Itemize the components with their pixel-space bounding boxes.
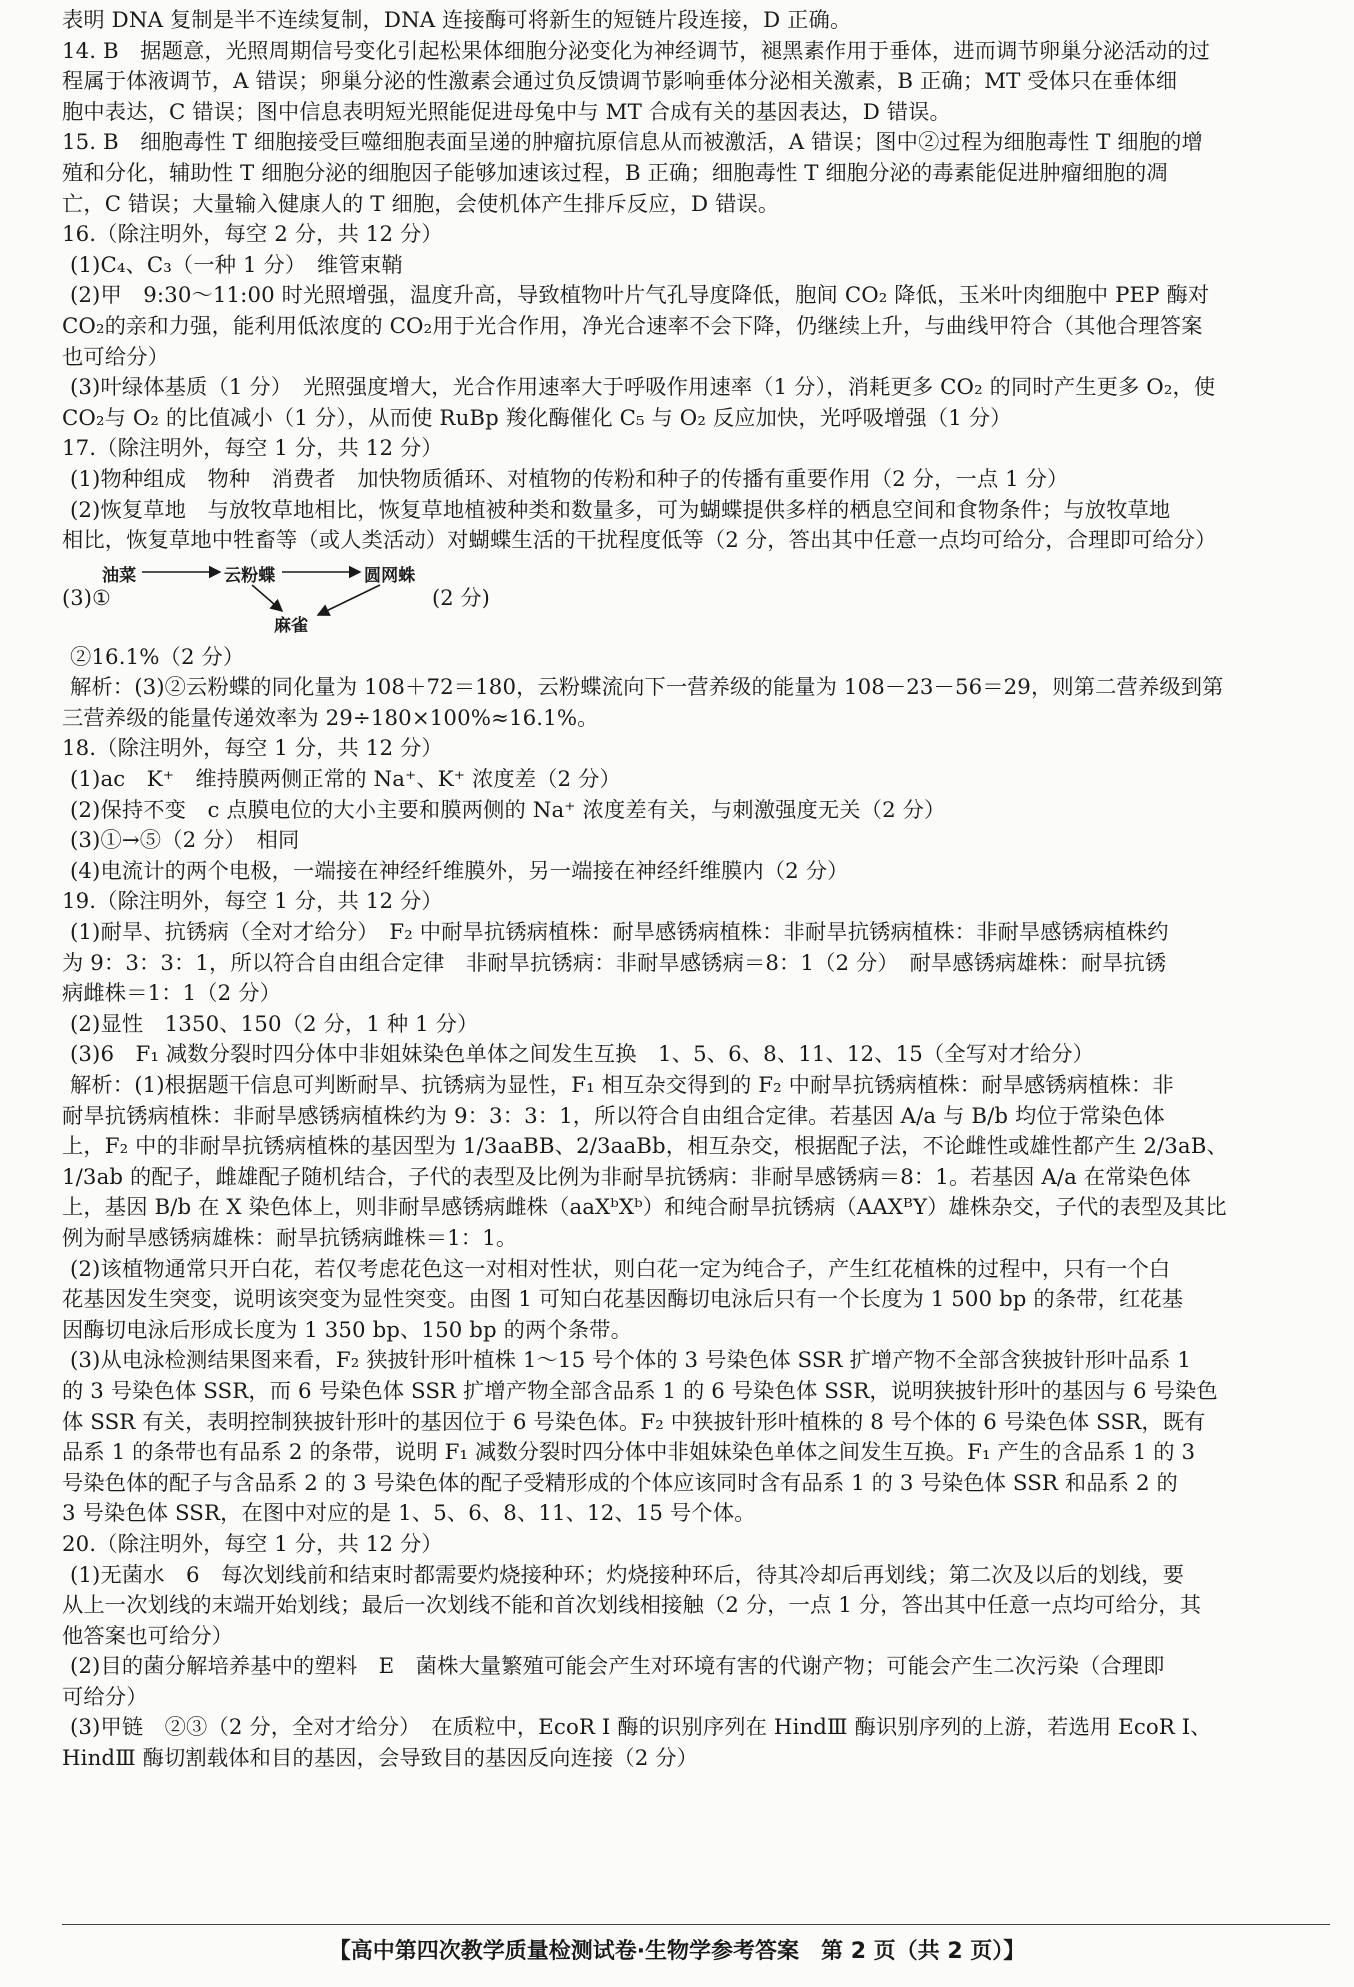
answer-line: 17.（除注明外，每空 1 分，共 12 分） — [62, 436, 443, 462]
answer-line: HindⅢ 酶切割载体和目的基因，会导致目的基因反向连接（2 分） — [62, 1746, 699, 1772]
answer-line: 为 9：3：3：1，所以符合自由组合定律 非耐旱抗锈病：非耐旱感锈病＝8：1（2 分） 耐旱感锈病雄株：耐旱抗锈 — [62, 950, 1167, 976]
answer-line: (1)C₄、C₃（一种 1 分） 维管束鞘 — [70, 252, 403, 278]
answer-line: 14. B 据题意，光照周期信号变化引起松果体细胞分泌变化为神经调节，褪黑素作用于垂体，进而调节卵巢分泌活动的过 — [62, 38, 1211, 64]
answer-line: (3)①→⑤（2 分） 相同 — [70, 828, 300, 854]
answer-line: 三营养级的能量传递效率为 29÷180×100%≈16.1%。 — [62, 705, 599, 731]
answer-line: 的 3 号染色体 SSR，而 6 号染色体 SSR 扩增产物全部含品系 1 的 6 号染色体 SSR，说明狭披针形叶的基因与 6 号染色 — [62, 1378, 1218, 1404]
answer-line: (1)物种组成 物种 消费者 加快物质循环、对植物的传粉和种子的传播有重要作用（2 分，一点 1 分） — [70, 466, 1069, 492]
answer-line: 上，基因 B/b 在 X 染色体上，则非耐旱感锈病雌株（aaXᵇXᵇ）和纯合耐旱抗锈病（AAXᴮY）雄株杂交，子代的表型及其比 — [62, 1195, 1227, 1221]
answer-line: 相比，恢复草地中牲畜等（或人类活动）对蝴蝶生活的干扰程度低等（2 分，答出其中任意一点均可给分，合理即可给分） — [62, 528, 1217, 554]
answer-line: 花基因发生突变，说明该突变为显性突变。由图 1 可知白花基因酶切电泳后只有一个长度为 1 500 bp 的条带，红花基 — [62, 1287, 1184, 1313]
answer-line: 从上一次划线的末端开始划线；最后一次划线不能和首次划线相接触（2 分，一点 1 分，答出其中任意一点均可给分，其 — [62, 1593, 1202, 1619]
answer-line: 胞中表达，C 错误；图中信息表明短光照能促进母兔中与 MT 合成有关的基因表达，D 错误。 — [62, 99, 951, 125]
answer-line: 品系 1 的条带也有品系 2 的条带，说明 F₁ 减数分裂时四分体中非姐妹染色单体之间发生互换。F₁ 产生的含品系 1 的 3 — [62, 1440, 1196, 1466]
answer-line: 亡，C 错误；大量输入健康人的 T 细胞，会使机体产生排斥反应，D 错误。 — [62, 191, 780, 217]
answer-line: (4)电流计的两个电极，一端接在神经纤维膜外，另一端接在神经纤维膜内（2 分） — [70, 858, 849, 884]
answer-content — [62, 6, 1330, 1775]
food-web-prefix: (3)① — [62, 585, 111, 610]
answer-line: (3)甲链 ②③（2 分，全对才给分） 在质粒中，EcoR Ⅰ 酶的识别序列在 HindⅢ 酶识别序列的上游，若选用 EcoR Ⅰ、 — [70, 1715, 1212, 1741]
answer-line: 20.（除注明外，每空 1 分，共 12 分） — [62, 1531, 443, 1557]
answer-line: 因酶切电泳后形成长度为 1 350 bp、150 bp 的两个条带。 — [62, 1317, 632, 1343]
answer-line: (2)该植物通常只开白花，若仅考虑花色这一对相对性状，则白花一定为纯合子，产生红花植株的过程中，只有一个白 — [70, 1256, 1171, 1282]
answer-line: (2)显性 1350、150（2 分，1 种 1 分） — [70, 1011, 479, 1037]
answer-line: 15. B 细胞毒性 T 细胞接受巨噬细胞表面呈递的肿瘤抗原信息从而被激活，A 错误；图中②过程为细胞毒性 T 细胞的增 — [62, 130, 1203, 156]
food-web-node-sparrow: 麻雀 — [274, 615, 309, 636]
food-web-score: (2 分) — [432, 585, 490, 610]
answer-line: 耐旱抗锈病植株：非耐旱感锈病植株约为 9：3：3：1，所以符合自由组合定律。若基因 A/a 与 B/b 均位于常染色体 — [62, 1103, 1165, 1129]
answer-line: CO₂的亲和力强，能利用低浓度的 CO₂用于光合作用，净光合速率不会下降，仍继续上升，与曲线甲符合（其他合理答案 — [62, 313, 1203, 339]
footer-divider — [62, 1924, 1330, 1925]
answer-line: 程属于体液调节，A 错误；卵巢分泌的性激素会通过负反馈调节影响垂体分泌相关激素，B 正确；MT 受体只在垂体细 — [62, 69, 1178, 95]
answer-line: 病雌株＝1：1（2 分） — [62, 981, 281, 1007]
answer-line: 体 SSR 有关，表明控制狭披针形叶的基因位于 6 号染色体。F₂ 中狭披针形叶植株的 8 号个体的 6 号染色体 SSR，既有 — [62, 1409, 1206, 1435]
answer-line: 也可给分） — [62, 344, 169, 370]
answer-line: (2)目的菌分解培养基中的塑料 E 菌株大量繁殖可能会产生对环境有害的代谢产物；可能会产生二次污染（合理即 — [70, 1654, 1165, 1680]
answer-line: CO₂与 O₂ 的比值减小（1 分），从而使 RuBp 羧化酶催化 C₅ 与 O₂ 反应加快，光呼吸增强（1 分） — [62, 405, 1012, 431]
answer-line: (1)ac K⁺ 维持膜两侧正常的 Na⁺、K⁺ 浓度差（2 分） — [70, 767, 621, 793]
answer-line: (2)甲 9:30～11:00 时光照增强，温度升高，导致植物叶片气孔导度降低，胞间 CO₂ 降低，玉米叶肉细胞中 PEP 酶对 — [70, 283, 1210, 309]
answer-line: ②16.1%（2 分） — [70, 644, 245, 670]
food-web — [62, 559, 1330, 639]
food-web-node-butterfly: 云粉蝶 — [224, 565, 276, 586]
answer-line: 例为耐旱感锈病雄株：耐旱抗锈病雌株＝1：1。 — [62, 1225, 518, 1251]
answer-line: 19.（除注明外，每空 1 分，共 12 分） — [62, 889, 443, 915]
food-web-node-spider: 圆网蛛 — [364, 565, 416, 586]
answer-line: (2)保持不变 c 点膜电位的大小主要和膜两侧的 Na⁺ 浓度差有关，与刺激强度无关（2 分） — [70, 797, 946, 823]
answer-line: (3)叶绿体基质（1 分） 光照强度增大，光合作用速率大于呼吸作用速率（1 分），消耗更多 CO₂ 的同时产生更多 O₂，使 — [70, 375, 1216, 401]
page-footer: 【高中第四次教学质量检测试卷·生物学参考答案 第 2 页（共 2 页）】 — [328, 1939, 1026, 1964]
answer-line: 解析：(3)②云粉蝶的同化量为 108＋72＝180，云粉蝶流向下一营养级的能量为 108－23－56＝29，则第二营养级到第 — [70, 675, 1224, 701]
answer-line: 他答案也可给分） — [62, 1623, 234, 1649]
answer-line: 18.（除注明外，每空 1 分，共 12 分） — [62, 736, 443, 762]
food-web-node-rapeseed: 油菜 — [102, 565, 137, 586]
answer-line: 表明 DNA 复制是半不连续复制，DNA 连接酶可将新生的短链片段连接，D 正确。 — [62, 8, 852, 33]
answer-line: 号染色体的配子与含品系 2 的 3 号染色体的配子受精形成的个体应该同时含有品系 1 的 3 号染色体 SSR 和品系 2 的 — [62, 1470, 1178, 1496]
answer-line: (2)恢复草地 与放牧草地相比，恢复草地植被种类和数量多，可为蝴蝶提供多样的栖息空间和食物条件；与放牧草地 — [70, 497, 1171, 523]
answer-line: (1)耐旱、抗锈病（全对才给分） F₂ 中耐旱抗锈病植株：耐旱感锈病植株：非耐旱抗锈病植株：非耐旱感锈病植株约 — [70, 920, 1169, 946]
answer-line: 可给分） — [62, 1684, 148, 1710]
answer-line: (1)无菌水 6 每次划线前和结束时都需要灼烧接种环；灼烧接种环后，待其冷却后再划线；第二次及以后的划线，要 — [70, 1562, 1184, 1588]
arrow-butterfly-to-sparrow — [252, 585, 282, 611]
answer-line: (3)6 F₁ 减数分裂时四分体中非姐妹染色单体之间发生互换 1、5、6、8、11、12、15（全写对才给分） — [70, 1042, 1095, 1068]
answer-line: (3)从电泳检测结果图来看，F₂ 狭披针形叶植株 1～15 号个体的 3 号染色体 SSR 扩增产物不全部含狭披针形叶品系 1 — [70, 1348, 1191, 1374]
answer-line: 上，F₂ 中的非耐旱抗锈病植株的基因型为 1/3aaBB、2/3aaBb，相互杂交，根据配子法，不论雌性或雄性都产生 2/3aB、 — [62, 1134, 1228, 1160]
answer-line: 16.（除注明外，每空 2 分，共 12 分） — [62, 222, 443, 248]
answer-line: 1/3ab 的配子，雌雄配子随机结合，子代的表型及比例为非耐旱抗锈病：非耐旱感锈病＝8：1。若基因 A/a 在常染色体 — [62, 1164, 1191, 1190]
answer-line: 解析：(1)根据题干信息可判断耐旱、抗锈病为显性，F₁ 相互杂交得到的 F₂ 中耐旱抗锈病植株：耐旱感锈病植株：非 — [70, 1073, 1174, 1098]
answer-line: 殖和分化，辅助性 T 细胞分泌的细胞因子能够加速该过程，B 正确；细胞毒性 T 细胞分泌的毒素能促进肿瘤细胞的凋 — [62, 160, 1168, 186]
arrow-spider-to-sparrow — [318, 585, 380, 615]
answer-line: 3 号染色体 SSR，在图中对应的是 1、5、6、8、11、12、15 号个体。 — [62, 1501, 756, 1527]
food-web-arrows — [62, 559, 442, 639]
